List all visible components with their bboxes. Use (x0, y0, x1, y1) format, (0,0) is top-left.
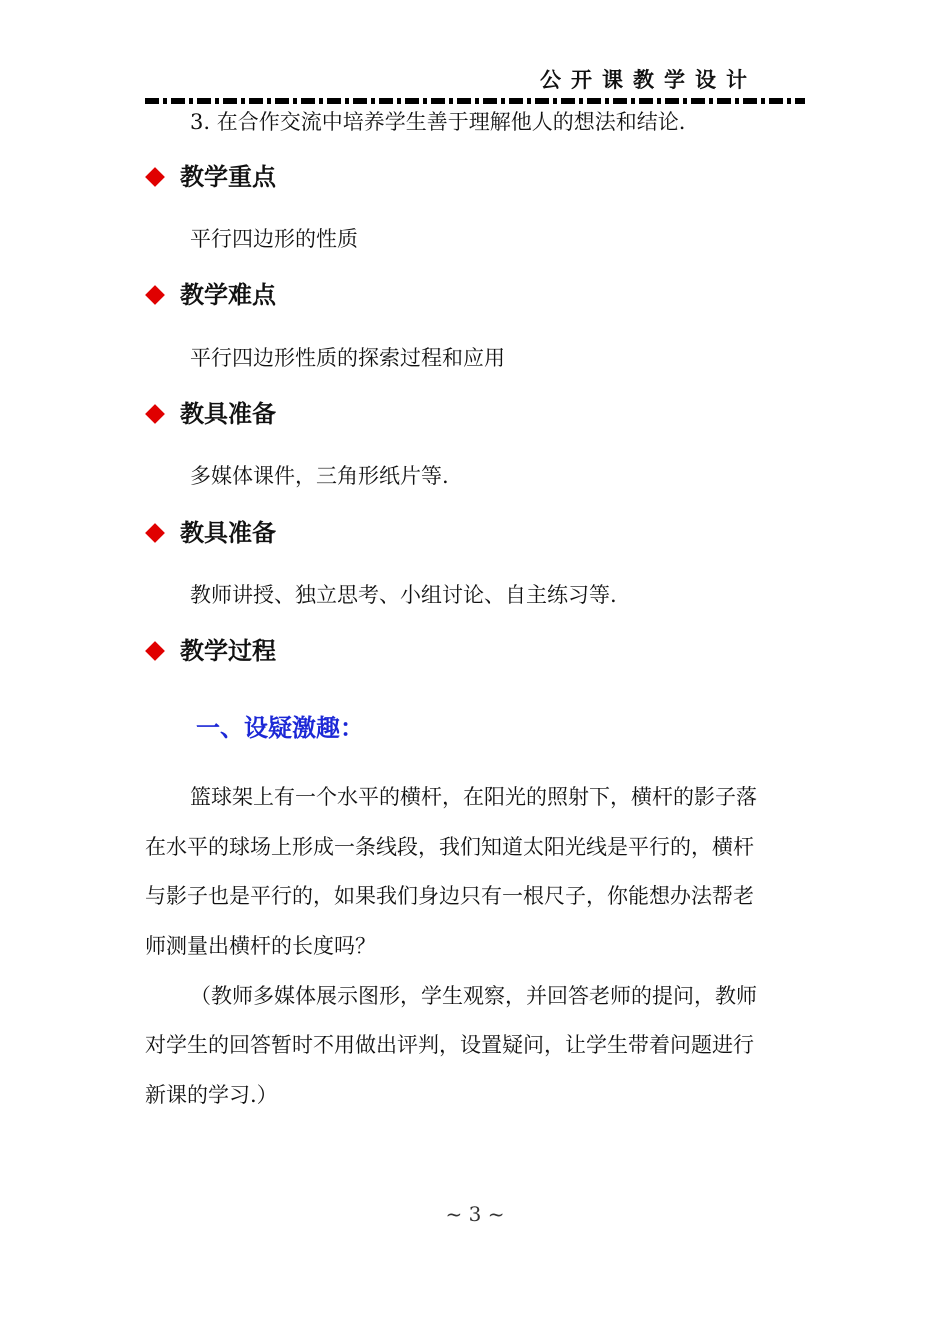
paragraph-line: 在水平的球场上形成一条线段，我们知道太阳光线是平行的，横杆 (145, 835, 754, 859)
header-divider (145, 98, 805, 104)
section-heading-text: 教学过程 (180, 637, 276, 665)
process-subheading: 一、设疑激趣： (196, 714, 364, 742)
diamond-bullet-icon (145, 404, 165, 424)
section-heading-text: 教具准备 (180, 519, 276, 547)
section-heading-key-points (145, 162, 276, 192)
paragraph-line: 对学生的回答暂时不用做出评判，设置疑问，让学生带着问题进行 (145, 1033, 754, 1057)
diamond-bullet-icon (145, 523, 165, 543)
section-heading-text: 教学重点 (180, 163, 276, 191)
section-heading-text: 教学难点 (180, 281, 276, 309)
section-heading-methods (145, 518, 276, 548)
paragraph-line: 新课的学习.） (145, 1083, 278, 1107)
section-heading-materials (145, 399, 276, 429)
paragraph-line: 篮球架上有一个水平的横杆，在阳光的照射下，横杆的影子落 (190, 785, 757, 809)
section-content-materials: 多媒体课件，三角形纸片等. (190, 464, 449, 488)
diamond-bullet-icon (145, 641, 165, 661)
header-title: 公开课教学设计 (540, 68, 757, 92)
section-content-methods: 教师讲授、独立思考、小组讨论、自主练习等. (190, 583, 617, 607)
page-number: ~ 3 ~ (445, 1202, 505, 1226)
paragraph-line: 与影子也是平行的，如果我们身边只有一根尺子，你能想办法帮老 (145, 884, 754, 908)
section-heading-text: 教具准备 (180, 400, 276, 428)
section-heading-difficulties (145, 280, 276, 310)
paragraph-line: 师测量出横杆的长度吗？ (145, 934, 376, 958)
section-heading-process (145, 636, 276, 666)
paragraph-line: （教师多媒体展示图形，学生观察，并回答老师的提问，教师 (190, 984, 757, 1008)
diamond-bullet-icon (145, 167, 165, 187)
section-content-key-points: 平行四边形的性质 (190, 227, 358, 251)
intro-line: 3. 在合作交流中培养学生善于理解他人的想法和结论. (190, 110, 686, 134)
diamond-bullet-icon (145, 285, 165, 305)
section-content-difficulties: 平行四边形性质的探索过程和应用 (190, 346, 505, 370)
